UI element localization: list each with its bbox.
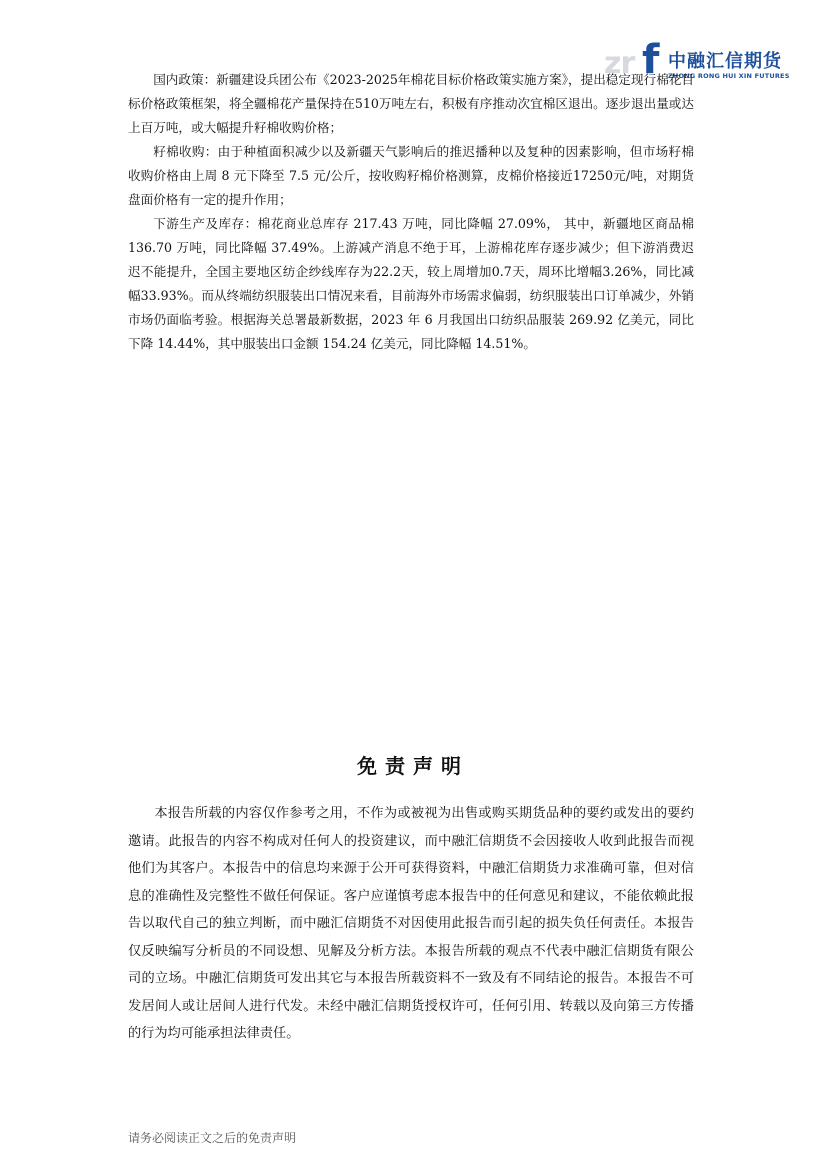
logo-chinese-name: 中融汇信期货 (668, 51, 782, 72)
paragraph-seed-cotton-purchase: 籽棉收购：由于种植面积减少以及新疆天气影响后的推迟播种以及复种的因素影响，但市场籽棉收购价格由上周 8 元下降至 7.5 元/公斤，按收购籽棉价格测算，皮棉价格接近17250元/吨，对期货盘面价格有一定的提升作用； (128, 144, 694, 207)
paragraph-domestic-policy: 国内政策：新疆建设兵团公布《2023-2025年棉花目标价格政策实施方案》，提出稳定现行棉花目标价格政策框架，将全疆棉花产量保持在510万吨左右，积极有序推动次宜棉区退出。逐步退出量或达上百万吨，或大幅提升籽棉收购价格； (128, 72, 694, 135)
report-body (128, 68, 694, 356)
disclaimer-title: 免责声明 (357, 754, 469, 778)
logo-f-icon: f (642, 37, 660, 83)
disclaimer-paragraph: 本报告所载的内容仅作参考之用，不作为或被视为出售或购买期货品种的要约或发出的要约邀请。此报告的内容不构成对任何人的投资建议，而中融汇信期货不会因接收人收到此报告而视他们为其客户。本报告中的信息均来源于公开可获得资料，中融汇信期货力求准确可靠，但对信息的准确性及完整性不做任何保证。客户应谨慎考虑本报告中的任何意见和建议，不能依赖此报告以取代自己的独立判断，而中融汇信期货不对因使用此报告而引起的损失负任何责任。本报告仅反映编写分析员的不同设想、见解及分析方法。本报告所载的观点不代表中融汇信期货有限公司的立场。中融汇信期货可发出其它与本报告所载资料不一致及有不同结论的报告。本报告不可发居间人或让居间人进行代发。未经中融汇信期货授权许可，任何引用、转载以及向第三方传播的行为均可能承担法律责任。 (128, 806, 694, 1041)
disclaimer-body (128, 800, 694, 1048)
logo-english-name: ZHONG RONG HUI XIN FUTURES (668, 72, 790, 80)
logo-mark: zr (604, 46, 635, 81)
paragraph-downstream-inventory: 下游生产及库存：棉花商业总库存 217.43 万吨，同比降幅 27.09%， 其中，新疆地区商品棉 136.70 万吨，同比降幅 37.49%。上游减产消息不绝于耳，上游棉花库存逐步减少；但下游消费迟迟不能提升，全国主要地区纺企纱线库存为22.2天，较上周增加0.7天，周环比增幅3.26%，同比减幅33.93%。而从终端纺织服装出口情况来看，目前海外市场需求偏弱，纺织服装出口订单减少，外销市场仍面临考验。根据海关总署最新数据，2023 年 6 月我国出口纺织品服装 269.92 亿美元，同比下降 14.44%，其中服装出口金额 154.24 亿美元，同比降幅 14.51%。 (128, 216, 694, 351)
footer-note: 请务必阅读正文之后的免责声明 (128, 1131, 297, 1145)
